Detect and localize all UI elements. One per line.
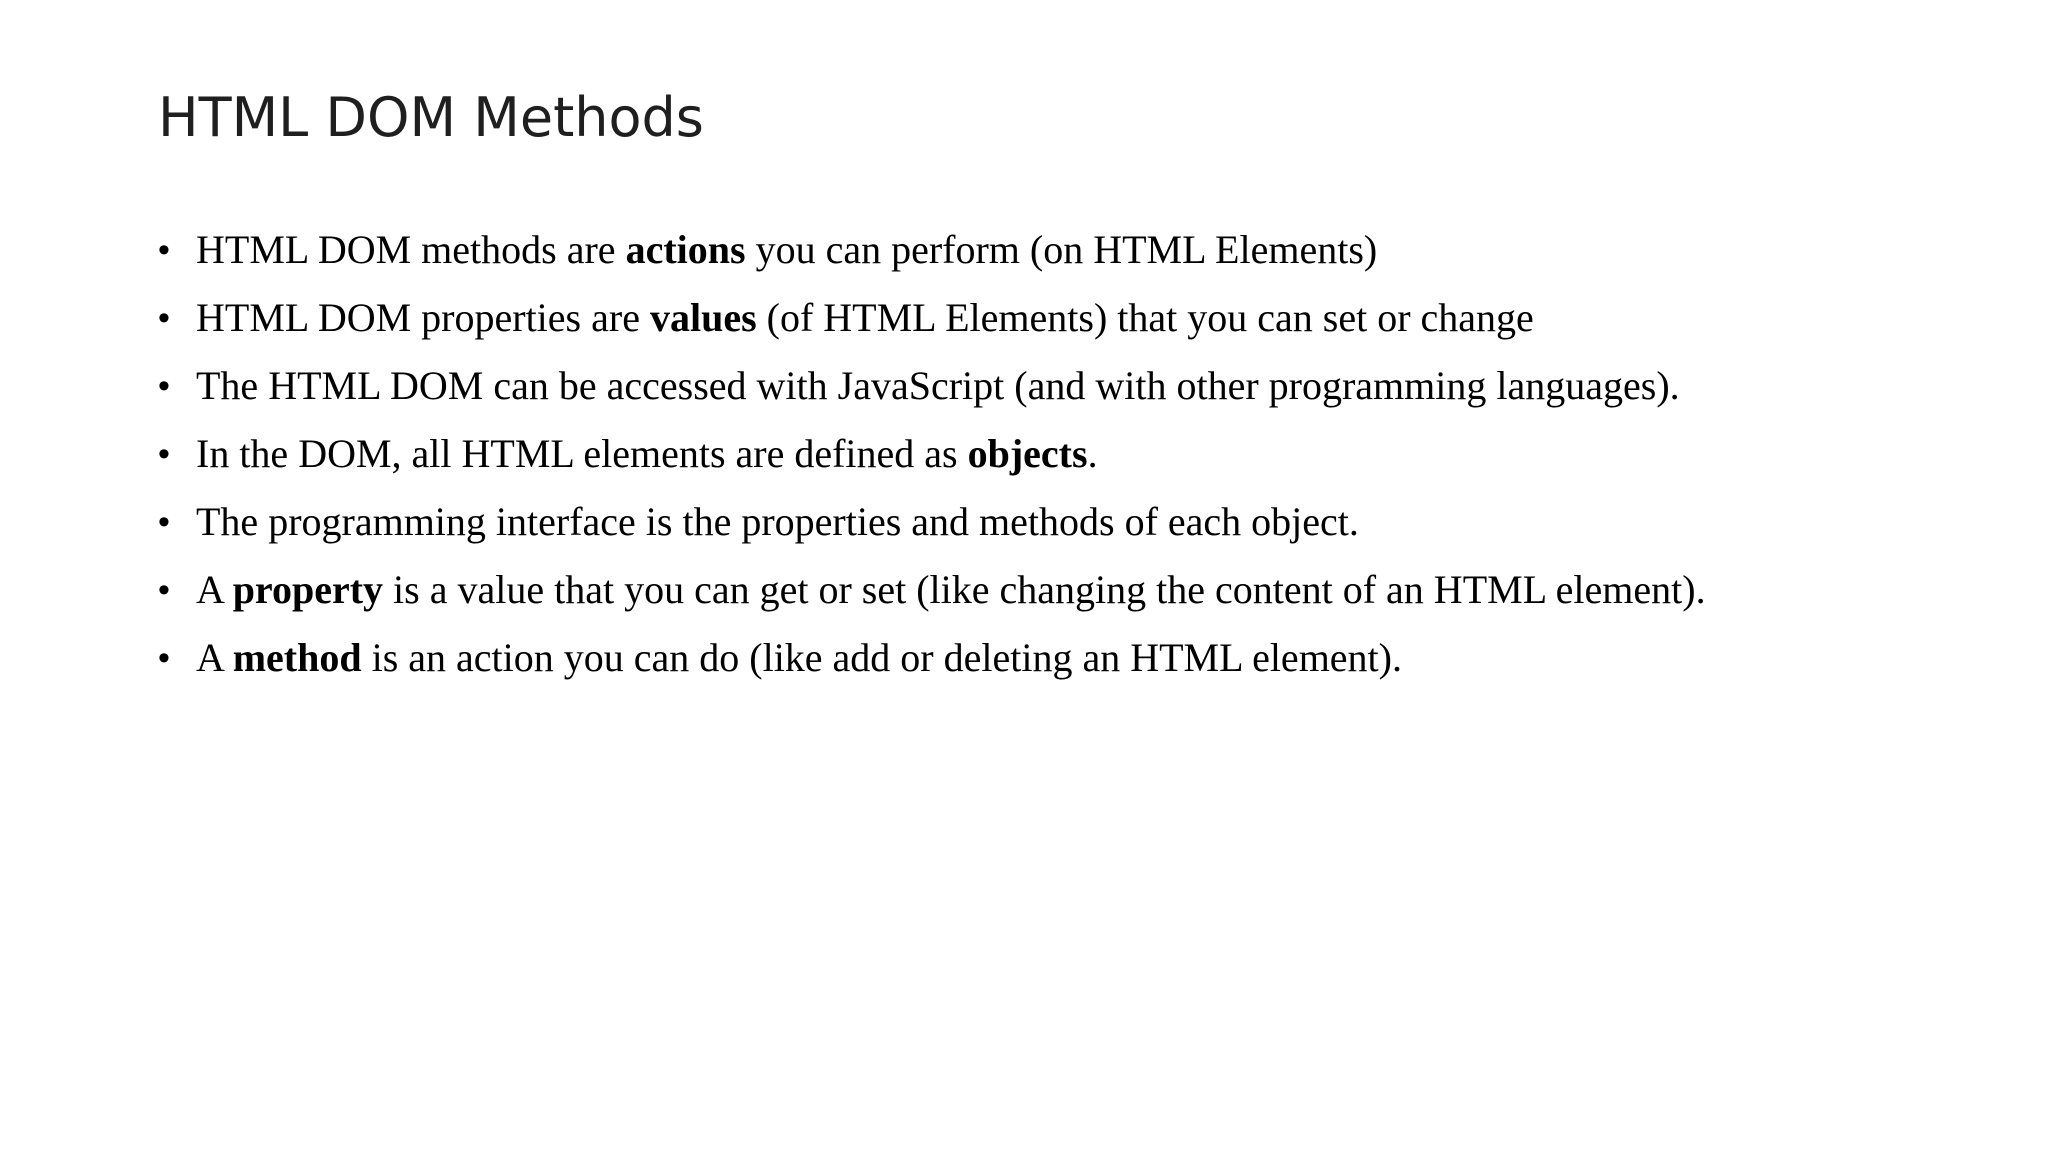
bullet-text-tail: you can perform (on HTML Elements): [745, 227, 1378, 272]
bullet-text-tail: (of HTML Elements) that you can set or change: [756, 295, 1534, 340]
bullet-icon: •: [158, 571, 170, 609]
bullet-text: The programming interface is the properties and methods of each object.: [196, 499, 1359, 544]
bullet-text-tail: is a value that you can get or set (like changing the content of an HTML element).: [383, 567, 1706, 612]
bullet-icon: •: [158, 367, 170, 405]
bullet-emphasis: method: [232, 635, 362, 680]
bullet-icon: •: [158, 639, 170, 677]
bullet-icon: •: [158, 435, 170, 473]
bullet-item-methods: [158, 222, 1706, 290]
bullet-emphasis: actions: [625, 227, 746, 272]
bullet-item-objects: [158, 426, 1706, 494]
bullet-text: A: [196, 567, 233, 612]
bullet-text-tail: .: [1087, 431, 1098, 476]
bullet-item-property-definition: [158, 562, 1706, 630]
slide-title: HTML DOM Methods: [158, 86, 704, 149]
bullet-emphasis: objects: [967, 431, 1088, 476]
bullet-item-properties: [158, 290, 1706, 358]
bullet-list: [158, 222, 1706, 698]
bullet-text: A: [196, 635, 233, 680]
bullet-text: HTML DOM properties are: [196, 295, 650, 340]
bullet-icon: •: [158, 231, 170, 269]
bullet-text: HTML DOM methods are: [196, 227, 626, 272]
bullet-emphasis: property: [232, 567, 384, 612]
bullet-text: The HTML DOM can be accessed with JavaScript (and with other programming languages).: [196, 363, 1680, 408]
bullet-icon: •: [158, 503, 170, 541]
bullet-item-javascript-access: [158, 358, 1706, 426]
bullet-text: In the DOM, all HTML elements are defined as: [196, 431, 968, 476]
bullet-icon: •: [158, 299, 170, 337]
bullet-item-programming-interface: [158, 494, 1706, 562]
bullet-emphasis: values: [649, 295, 757, 340]
bullet-text-tail: is an action you can do (like add or deleting an HTML element).: [361, 635, 1402, 680]
bullet-item-method-definition: [158, 630, 1706, 698]
